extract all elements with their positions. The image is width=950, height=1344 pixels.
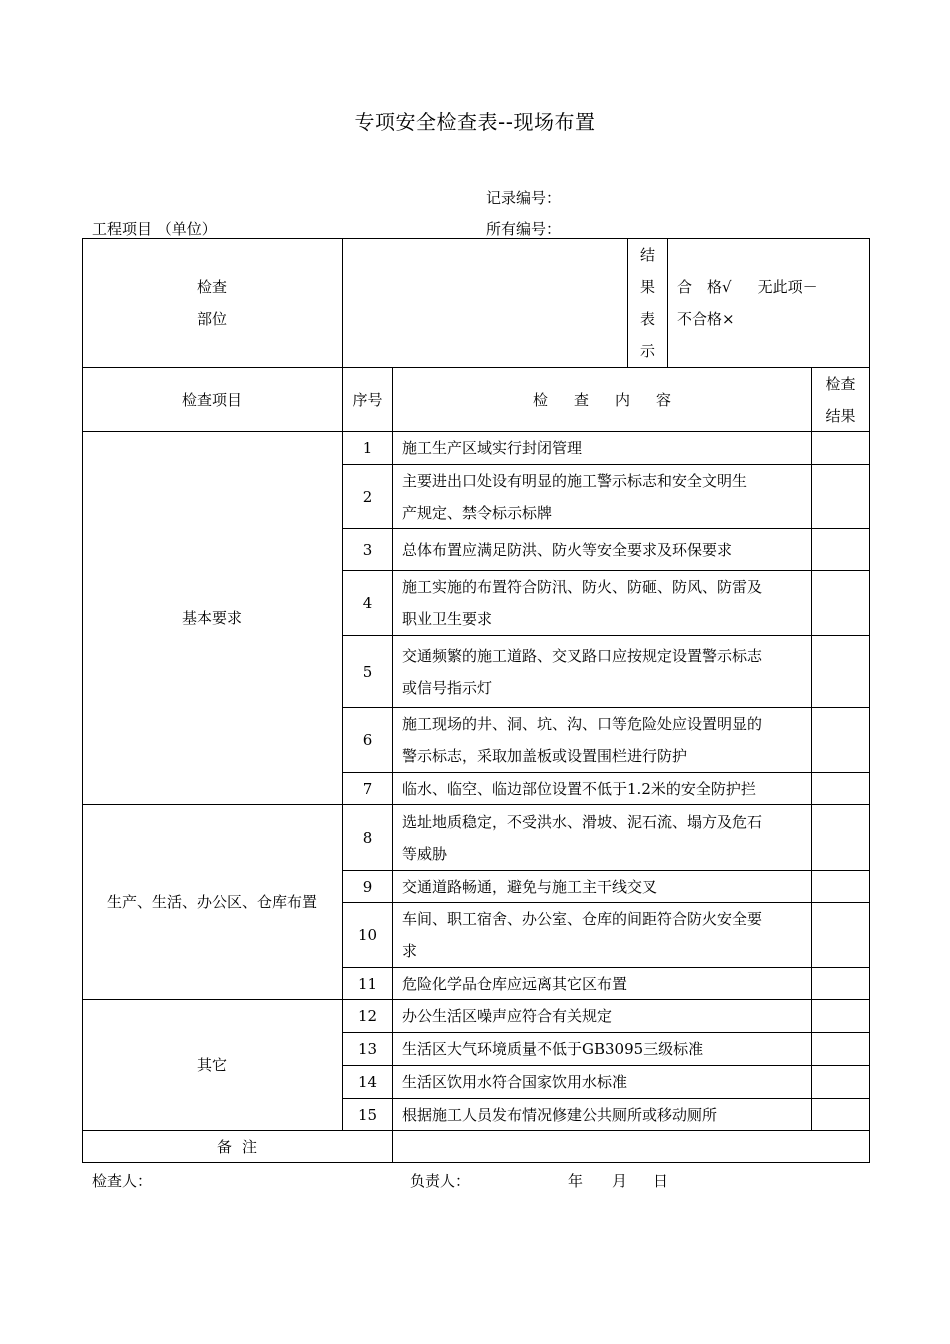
group-basic-requirements: 基本要求 [181, 609, 242, 627]
row-result-cell[interactable] [812, 432, 869, 464]
row-result-cell[interactable] [812, 968, 869, 999]
inspection-table [82, 238, 870, 1163]
legend-na: 无此项－ [757, 277, 818, 296]
row-content: 生活区大气环境质量不低于GB3095三级标准 [402, 1040, 704, 1058]
year-label: 年 [568, 1172, 584, 1190]
row-content: 施工实施的布置符合防汛、防火、防砸、防风、防雷及 职业卫生要求 [402, 578, 763, 628]
row-result-cell[interactable] [812, 571, 869, 635]
inspection-location-label: 检查 部位 [196, 277, 227, 328]
row-number: 9 [362, 877, 373, 896]
inspector-label: 检查人： [92, 1172, 153, 1190]
row-number: 6 [362, 731, 373, 749]
row-content: 车间、职工宿舍、办公室、仓库的间距符合防火安全要 求 [402, 910, 763, 960]
row-number: 13 [357, 1040, 378, 1058]
row-content: 根据施工人员发布情况修建公共厕所或移动厕所 [402, 1105, 718, 1124]
row-number: 1 [362, 439, 373, 457]
record-number-label: 记录编号： [486, 189, 562, 207]
result-legend [677, 238, 867, 367]
row-result-cell[interactable] [812, 1000, 869, 1032]
page-title: 专项安全检查表--现场布置 [354, 110, 596, 134]
row-content: 选址地质稳定，不受洪水、滑坡、泥石流、塌方及危石 等威胁 [402, 812, 763, 863]
column-header-item: 检查项目 [181, 390, 242, 409]
row-number: 7 [362, 779, 373, 798]
row-number: 12 [357, 1007, 378, 1025]
all-number-label: 所有编号： [486, 220, 562, 238]
result-legend-label: 结 果 表 示 [639, 245, 655, 360]
row-content: 危险化学品仓库应远离其它区布置 [402, 974, 628, 993]
group-living-office-warehouse: 生产、生活、办公区、仓库布置 [106, 893, 317, 911]
inspection-location-value [343, 238, 627, 367]
row-number: 15 [357, 1105, 378, 1124]
row-result-cell[interactable] [812, 465, 869, 528]
month-label: 月 [612, 1172, 628, 1190]
project-label: 工程项目 （单位） [92, 220, 217, 238]
remarks-field[interactable] [393, 1131, 869, 1162]
row-result-cell[interactable] [812, 773, 869, 804]
legend-pass: 合 格√ [677, 277, 732, 296]
row-content: 施工生产区域实行封闭管理 [402, 439, 583, 457]
column-header-content: 检查内容 [532, 390, 697, 409]
row-number: 3 [362, 540, 373, 559]
row-result-cell[interactable] [812, 529, 869, 570]
day-label: 日 [653, 1172, 669, 1190]
column-header-seq: 序号 [352, 390, 383, 409]
row-content: 主要进出口处设有明显的施工警示标志和安全文明生 产规定、禁令标示标牌 [402, 471, 748, 522]
row-result-cell[interactable] [812, 1066, 869, 1098]
group-other: 其它 [196, 1056, 227, 1074]
row-content: 总体布置应满足防洪、防火等安全要求及环保要求 [402, 540, 733, 559]
row-result-cell[interactable] [812, 805, 869, 870]
row-content: 交通道路畅通，避免与施工主干线交叉 [402, 877, 658, 896]
row-content: 施工现场的井、洞、坑、沟、口等危险处应设置明显的 警示标志，采取加盖板或设置围栏进行防护 [402, 715, 763, 765]
row-result-cell[interactable] [812, 1099, 869, 1130]
legend-fail: 不合格× [677, 309, 735, 328]
row-number: 5 [362, 662, 373, 681]
row-number: 8 [362, 828, 373, 847]
column-header-result: 检查 结果 [825, 374, 856, 425]
responsible-label: 负责人： [410, 1172, 471, 1190]
row-result-cell[interactable] [812, 871, 869, 902]
row-number: 4 [362, 594, 373, 612]
remarks-label: 备注 [216, 1137, 267, 1156]
row-content: 临水、临空、临边部位设置不低于1.2米的安全防护拦 [402, 779, 756, 798]
row-result-cell[interactable] [812, 903, 869, 967]
row-result-cell[interactable] [812, 708, 869, 772]
row-number: 10 [357, 926, 378, 944]
row-content: 生活区饮用水符合国家饮用水标准 [402, 1073, 628, 1091]
row-content: 办公生活区噪声应符合有关规定 [402, 1007, 613, 1025]
row-result-cell[interactable] [812, 636, 869, 707]
row-number: 14 [357, 1073, 378, 1091]
row-number: 2 [362, 487, 373, 506]
row-content: 交通频繁的施工道路、交叉路口应按规定设置警示标志 或信号指示灯 [402, 646, 763, 697]
row-number: 11 [357, 974, 378, 993]
row-result-cell[interactable] [812, 1033, 869, 1065]
